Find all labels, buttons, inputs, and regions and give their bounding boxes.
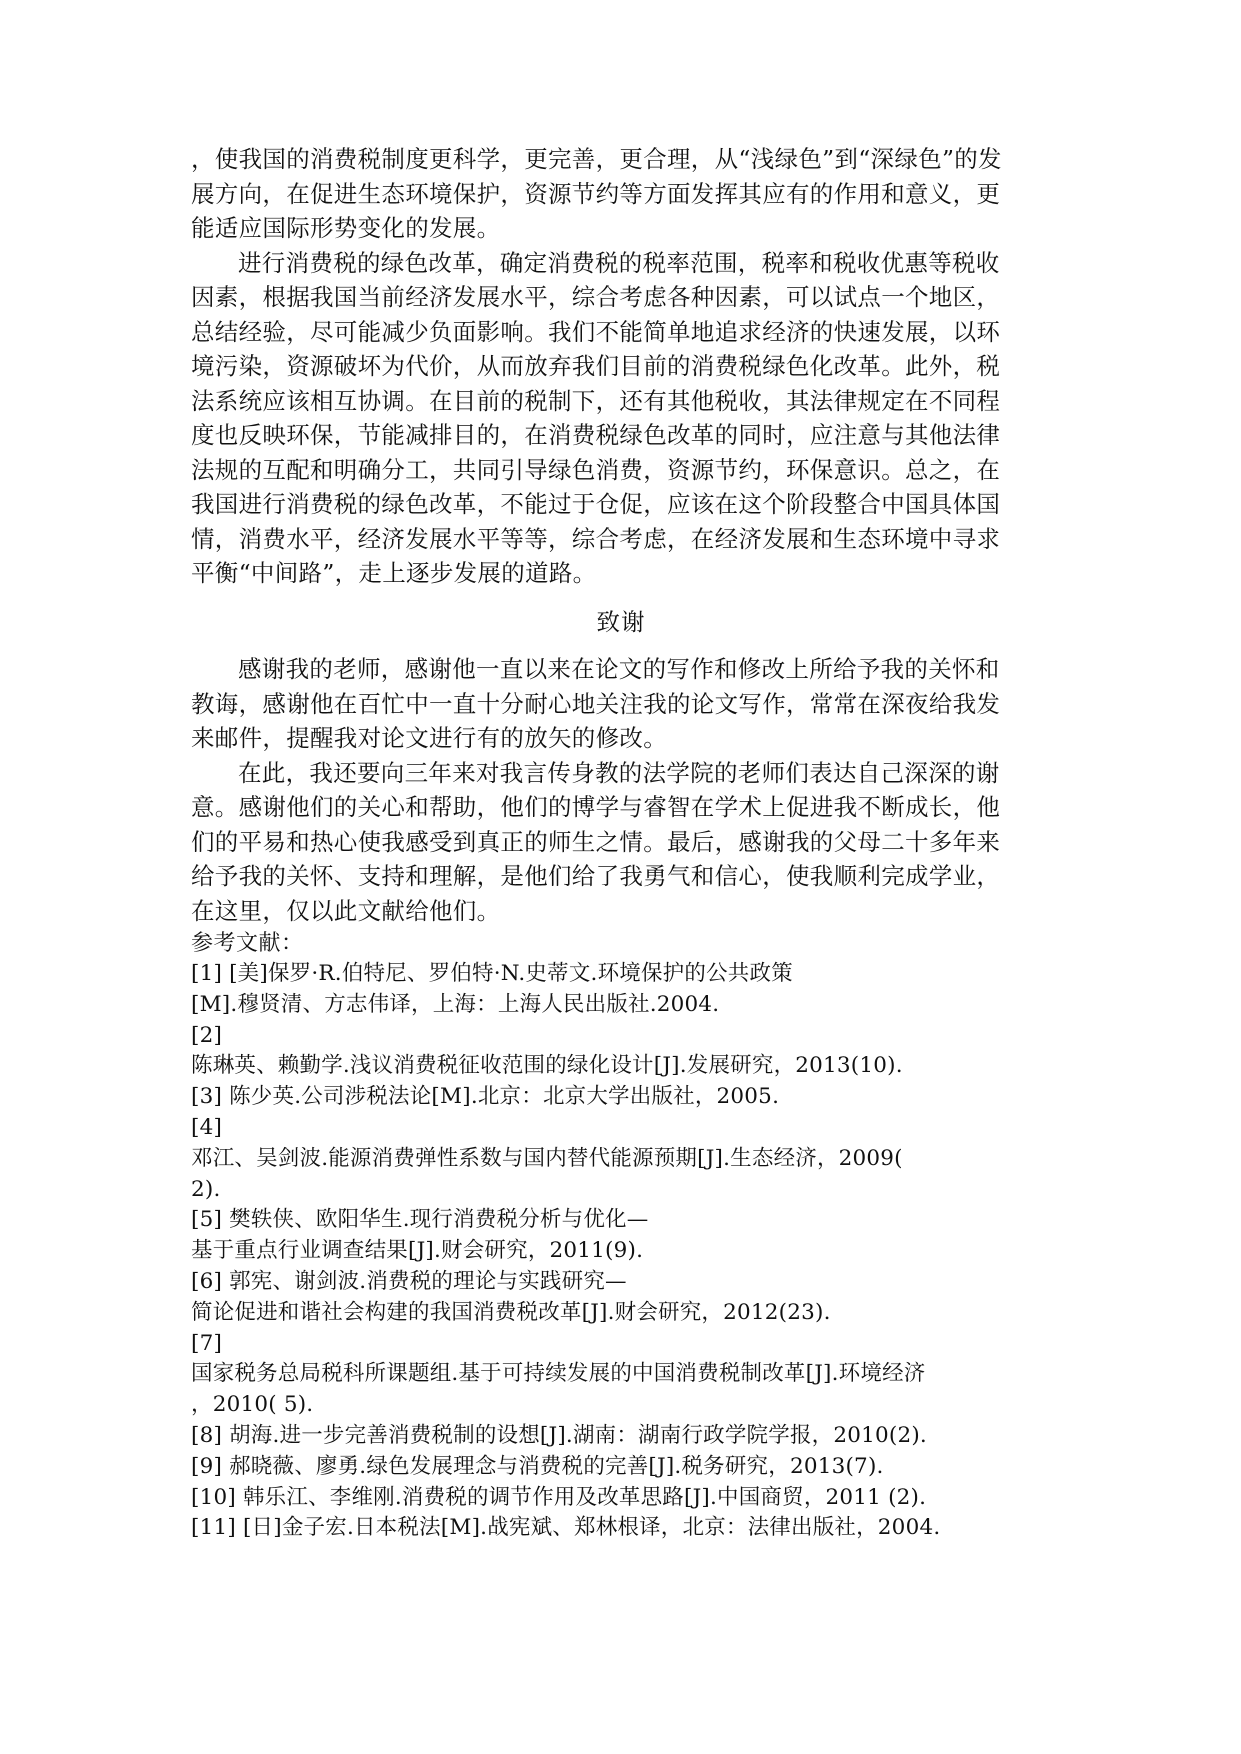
references-list	[191, 959, 1051, 1544]
text-line: ，使我国的消费税制度更科学，更完善，更合理，从“浅绿色”到“深绿色”的发	[191, 145, 1002, 173]
text-line: 展方向，在促进生态环境保护，资源节约等方面发挥其应有的作用和意义，更	[191, 179, 1001, 208]
reference-line: ，2010( 5).	[191, 1392, 314, 1418]
text-line: 因素，根据我国当前经济发展水平，综合考虑各种因素，可以试点一个地区，	[191, 283, 1001, 311]
reference-line: [8] 胡海.进一步完善消费税制的设想[J].湖南：湖南行政学院学报，2010(2).	[191, 1422, 927, 1448]
text-line: 教诲，感谢他在百忙中一直十分耐心地关注我的论文写作，常常在深夜给我发	[191, 689, 1001, 718]
reference-line: 2).	[191, 1176, 221, 1202]
text-line: 在这里，仅以此文献给他们。	[191, 896, 501, 925]
references-title: 参考文献：	[191, 931, 304, 956]
body-paragraph-2	[191, 246, 1051, 591]
text-line: 平衡“中间路”，走上逐步发展的道路。	[191, 559, 597, 587]
reference-line: [9] 郝晓薇、廖勇.绿色发展理念与消费税的完善[J].税务研究，2013(7).	[191, 1453, 884, 1479]
text-line: 情，消费水平，经济发展水平等等，综合考虑，在经济发展和生态环境中寻求	[191, 524, 1001, 553]
reference-line: 陈琳英、赖勤学.浅议消费税征收范围的绿化设计[J].发展研究，2013(10).	[191, 1053, 903, 1079]
text-line: 法系统应该相互协调。在目前的税制下，还有其他税收，其法律规定在不同程	[191, 386, 1001, 415]
text-line: 能适应国际形势变化的发展。	[191, 214, 501, 242]
text-line: 给予我的关怀、支持和理解，是他们给了我勇气和信心，使我顺利完成学业，	[191, 862, 1001, 890]
text-line: 进行消费税的绿色改革，确定消费税的税率范围，税率和税收优惠等税收	[238, 248, 1000, 277]
text-line: 度也反映环保，节能减排目的，在消费税绿色改革的同时，应注意与其他法律	[191, 421, 1001, 449]
reference-line: [2]	[191, 1022, 223, 1048]
reference-line: 基于重点行业调查结果[J].财会研究，2011(9).	[191, 1238, 644, 1264]
reference-line: 邓江、吴剑波.能源消费弹性系数与国内替代能源预期[J].生态经济，2009(	[191, 1145, 903, 1171]
acknowledgement-title: 致谢	[596, 607, 646, 636]
document-page	[191, 142, 1051, 1544]
acknowledgement-paragraph-2	[191, 756, 1051, 929]
reference-line: [11] [日]金子宏.日本税法[M].战宪斌、郑林根译，北京：法律出版社，2004.	[191, 1515, 941, 1541]
body-paragraph-1	[191, 142, 1051, 246]
reference-line: [10] 韩乐江、李维刚.消费税的调节作用及改革思路[J].中国商贸，2011 (2).	[191, 1484, 927, 1510]
text-line: 总结经验，尽可能减少负面影响。我们不能简单地追求经济的快速发展，以环	[191, 317, 1001, 346]
text-line: 境污染，资源破坏为代价，从而放弃我们目前的消费税绿色化改革。此外，税	[191, 352, 1001, 380]
text-line: 在此，我还要向三年来对我言传身教的法学院的老师们表达自己深深的谢	[238, 758, 1000, 787]
reference-line: [5] 樊轶侠、欧阳华生.现行消费税分析与优化—	[191, 1207, 649, 1233]
text-line: 我国进行消费税的绿色改革，不能过于仓促，应该在这个阶段整合中国具体国	[191, 490, 1001, 518]
reference-line: [7]	[191, 1330, 223, 1356]
reference-line: [1] [美]保罗·R.伯特尼、罗伯特·N.史蒂文.环境保护的公共政策	[191, 961, 793, 986]
text-line: 们的平易和热心使我感受到真正的师生之情。最后，感谢我的父母二十多年来	[191, 827, 1001, 856]
text-line: 来邮件，提醒我对论文进行有的放矢的修改。	[191, 724, 667, 752]
acknowledgement-paragraph-1	[191, 652, 1051, 756]
reference-line: [M].穆贤清、方志伟译，上海：上海人民出版社.2004.	[191, 991, 720, 1017]
text-line: 意。感谢他们的关心和帮助，他们的博学与睿智在学术上促进我不断成长，他	[191, 793, 1001, 821]
reference-line: [6] 郭宪、谢剑波.消费税的理论与实践研究—	[191, 1268, 627, 1294]
text-line: 感谢我的老师，感谢他一直以来在论文的写作和修改上所给予我的关怀和	[238, 655, 1000, 683]
reference-line: [3] 陈少英.公司涉税法论[M].北京：北京大学出版社，2005.	[191, 1084, 780, 1110]
text-line: 法规的互配和明确分工，共同引导绿色消费，资源节约，环保意识。总之，在	[191, 455, 1001, 484]
reference-line: [4]	[191, 1114, 223, 1140]
reference-line: 简论促进和谐社会构建的我国消费税改革[J].财会研究，2012(23).	[191, 1299, 831, 1325]
reference-line: 国家税务总局税科所课题组.基于可持续发展的中国消费税制改革[J].环境经济	[191, 1361, 926, 1387]
